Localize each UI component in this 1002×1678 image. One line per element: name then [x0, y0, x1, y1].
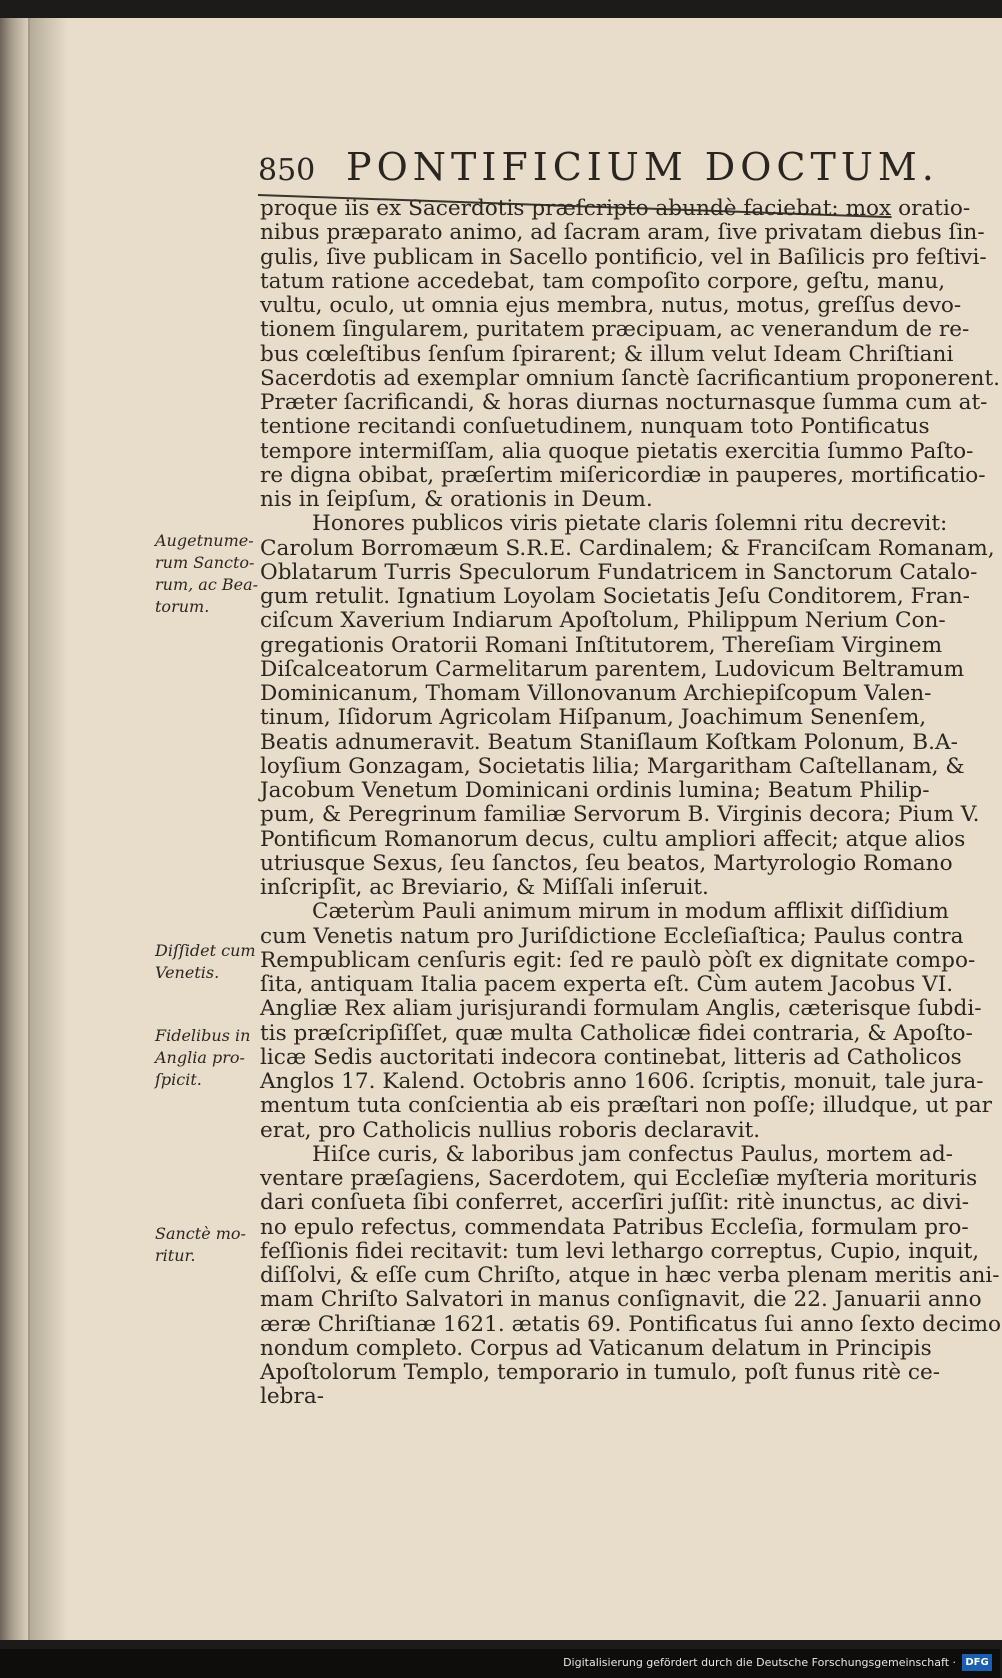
text-line: tionem ſingularem, puritatem præcipuam, ac venerandum de re-: [260, 317, 970, 343]
text-line: gulis, ſive publicam in Sacello pontificio, vel in Baſilicis pro feſtivi-: [260, 244, 987, 270]
text-line: dari conſueta ſibi conferret, accerſiri juſſit: ritè inunctus, ac divi-: [260, 1190, 970, 1216]
text-line: ſita, antiquam Italia pacem experta eſt. Cùm autem Jacobus VI.: [260, 972, 954, 997]
text-line: ciſcum Xaverium Indiarum Apoſtolum, Philippum Nerium Con-: [260, 608, 946, 634]
text-line: Sacerdotis ad exemplar omnium ſanctè ſacrificantium proponerent.: [260, 365, 1001, 391]
text-line: vultu, oculo, ut omnia ejus membra, nutus, motus, greſſus devo-: [260, 293, 962, 318]
text-line: Oblatarum Turris Speculorum Fundatricem in Sanctorum Catalo-: [260, 559, 978, 585]
text-line: gum retulit. Ignatium Loyolam Societatis Jeſu Conditorem, Fran-: [260, 584, 970, 609]
text-line: nibus præparato animo, ad ſacram aram, ſive privatam diebus ſin-: [260, 220, 985, 246]
margin-note-line: Augetnume-: [155, 531, 254, 550]
text-line: tentione recitandi conſuetudinem, nunquam toto Pontificatus: [260, 414, 930, 440]
margin-note-line: ſpicit.: [155, 1070, 202, 1089]
book-gutter: [0, 18, 28, 1640]
text-line: Præter ſacrificandi, & horas diurnas nocturnasque ſumma cum at-: [260, 390, 988, 415]
text-line: tis præſcripſiſſet, quæ multa Catholicæ fidei contraria, & Apoſto-: [260, 1020, 973, 1046]
margin-note-line: rum, ac Bea-: [155, 575, 259, 594]
text-line: cum Venetis natum pro Juriſdictione Eccleſiaſtica; Paulus contra: [260, 923, 964, 949]
margin-note-line: Sanctè mo-: [155, 1224, 246, 1243]
text-line: Beatis adnumeravit. Beatum Staniſlaum Koſtkam Polonum, B.A-: [260, 729, 958, 755]
text-line: re digna obibat, præſertim miſericordiæ in pauperes, mortificatio-: [260, 462, 986, 488]
text-line: proque iis ex Sacerdotis præſcripto abundè faciebat: mox oratio-: [260, 196, 971, 221]
text-line: loyſium Gonzagam, Societatis lilia; Margaritham Caſtellanam, &: [260, 753, 965, 779]
margin-note-line: torum.: [155, 597, 210, 616]
text-line: æræ Chriſtianæ 1621. ætatis 69. Pontificatus ſui anno ſexto decimo: [260, 1311, 1002, 1337]
paragraph-start-line: Honores publicos viris pietate claris ſolemni ritu decrevit:: [312, 511, 948, 537]
margin-note-line: Venetis.: [155, 963, 220, 982]
text-line: mentum tuta conſcientia ab eis præſtari non poſſe; illudque, ut par: [260, 1093, 992, 1119]
margin-note-line: rum Sancto-: [155, 553, 255, 572]
text-line: no epulo refectus, commendata Patribus Eccleſia, formulam pro-: [260, 1214, 969, 1240]
text-line: tinum, Iſidorum Agricolam Hiſpanum, Joachimum Senenſem,: [260, 705, 927, 731]
margin-note: [155, 530, 259, 618]
text-line: Anglos 17. Kalend. Octobris anno 1606. ſcriptis, monuit, tale jura-: [260, 1069, 984, 1094]
margin-note-line: ritur.: [155, 1246, 196, 1265]
margin-note: [155, 940, 255, 984]
paragraph-start-line: Cæterùm Pauli animum mirum in modum afflixit diſſidium: [312, 899, 949, 925]
text-line: tempore intermiſſam, alia quoque pietatis exercitia ſummo Paſto-: [260, 438, 974, 464]
running-header: [258, 145, 939, 195]
text-line: Dominicanum, Thomam Villonovanum Archiepiſcopum Valen-: [260, 681, 932, 706]
text-line: Rempublicam cenſuris egit: ſed re paulò pòſt ex dignitate compo-: [260, 947, 976, 973]
dfg-logo-icon: DFG: [962, 1654, 992, 1671]
text-line: nondum completo. Corpus ad Vaticanum delatum in Principis: [260, 1335, 932, 1361]
text-line: gregationis Oratorii Romani Inſtitutorem, Thereſiam Virginem: [260, 632, 943, 658]
page-shadow: [28, 18, 68, 1640]
footer-bar: [0, 1649, 1000, 1678]
text-line: ventare præſagiens, Sacerdotem, qui Eccleſiæ myſteria morituris: [260, 1166, 978, 1191]
text-line: diſſolvi, & eſſe cum Chriſto, atque in hæc verba plenam meritis ani-: [260, 1263, 1000, 1288]
main-text-block: [260, 196, 1002, 1459]
text-line: Diſcalceatorum Carmelitarum parentem, Ludovicum Beltramum: [260, 656, 965, 682]
text-line: inſcripſit, ac Breviario, & Miſſali inſeruit.: [260, 875, 709, 900]
margin-note-line: Anglia pro-: [155, 1048, 245, 1067]
paragraph-start-line: Hiſce curis, & laboribus jam confectus Paulus, mortem ad-: [312, 1141, 953, 1167]
text-line: bus cœleſtibus ſenſum ſpirarent; & illum velut Ideam Chriſtiani: [260, 341, 954, 367]
text-line: utriusque Sexus, ſeu ſanctos, ſeu beatos, Martyrologio Romano: [260, 850, 953, 876]
page-number: 850: [258, 153, 316, 188]
text-line: Pontificum Romanorum decus, cultu ampliori affecit; atque alios: [260, 826, 966, 852]
text-line: Apoſtolorum Templo, temporario in tumulo, poſt funus ritè ce-: [260, 1360, 941, 1385]
text-line: mam Chriſto Salvatori in manus conſignavit, die 22. Januarii anno: [260, 1287, 982, 1313]
margin-note-line: Diſſidet cum: [155, 941, 256, 960]
running-title: PONTIFICIUM DOCTUM.: [346, 145, 939, 189]
funding-notice: Digitalisierung gefördert durch die Deutsche Forschungsgemeinschaft ·: [563, 1656, 956, 1669]
text-line: tatum ratione accedebat, tam compoſito corpore, geſtu, manu,: [260, 268, 946, 294]
margin-note-line: Fidelibus in: [155, 1026, 251, 1045]
text-line: erat, pro Catholicis nullius roboris declaravit.: [260, 1117, 761, 1143]
text-line: licæ Sedis auctoritati indecora continebat, litteris ad Catholicos: [260, 1044, 962, 1070]
margin-note: [155, 1223, 255, 1267]
text-line: nis in ſeipſum, & orationis in Deum.: [260, 487, 653, 512]
text-line: Jacobum Venetum Dominicani ordinis lumina; Beatum Philip-: [260, 778, 930, 803]
catchword: [260, 1410, 900, 1434]
text-line: feſſionis fidei recitavit: tum levi lethargo correptus, Cupio, inquit,: [260, 1238, 980, 1264]
margin-note: [155, 1025, 255, 1091]
text-line: Carolum Borromæum S.R.E. Cardinalem; & Franciſcam Romanam,: [260, 535, 995, 561]
text-line: pum, & Peregrinum familiæ Servorum B. Virginis decora; Pium V.: [260, 802, 980, 828]
text-line: Angliæ Rex aliam jurisjurandi formulam Anglis, cæterisque ſubdi-: [260, 996, 982, 1022]
text-line: lebra-: [260, 1384, 325, 1410]
